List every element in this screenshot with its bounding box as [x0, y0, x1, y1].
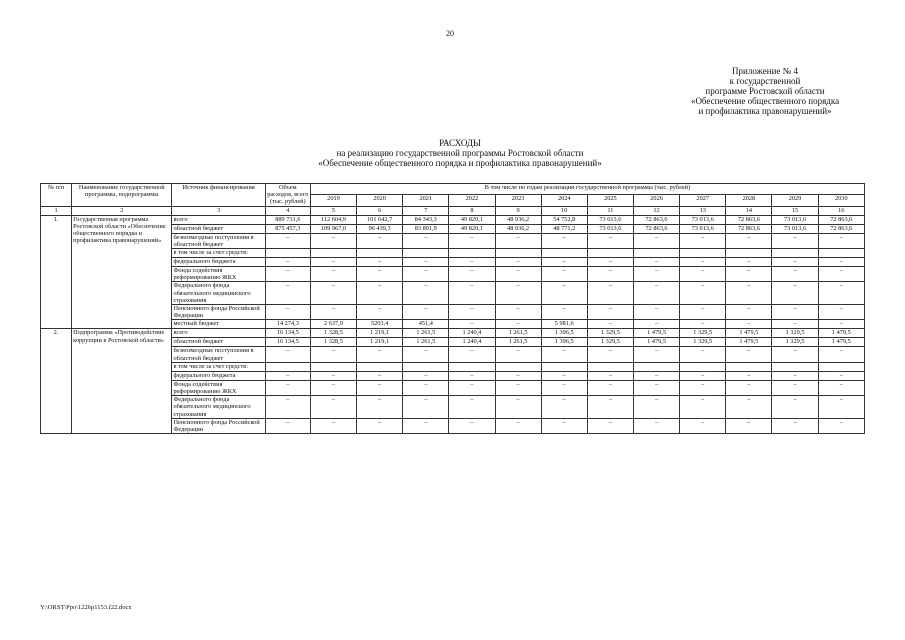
year-value-cell: –: [726, 380, 772, 395]
year-value-cell: –: [680, 320, 726, 329]
year-value-cell: 73 013,6: [587, 224, 633, 233]
year-value-cell: –: [310, 418, 356, 433]
year-value-cell: –: [633, 347, 679, 362]
total-value-cell: 889 731,6: [265, 215, 310, 224]
total-value-cell: –: [265, 258, 310, 267]
total-value-cell: –: [265, 418, 310, 433]
year-value-cell: 1 479,5: [633, 329, 679, 338]
total-value-cell: –: [265, 305, 310, 320]
year-value-cell: 101 642,7: [357, 215, 403, 224]
appendix-line: «Обеспечение общественного порядка: [690, 96, 840, 106]
total-value-cell: 16 134,5: [265, 338, 310, 347]
year-value-cell: –: [541, 347, 587, 362]
year-value-cell: –: [633, 267, 679, 282]
year-value-cell: 84 343,3: [403, 215, 449, 224]
year-value-cell: 72 863,6: [633, 224, 679, 233]
year-value-cell: –: [541, 233, 587, 248]
column-index-cell: 12: [633, 206, 679, 215]
year-value-cell: –: [818, 233, 864, 248]
table-body: [41, 206, 865, 434]
header-year: 2029: [772, 195, 818, 206]
year-value-cell: –: [818, 282, 864, 305]
year-value-cell: –: [310, 233, 356, 248]
column-index-cell: 14: [726, 206, 772, 215]
year-value-cell: –: [357, 282, 403, 305]
expenditure-table: [40, 183, 865, 434]
header-volume: Объем расходов, всего (тыс. рублей): [267, 184, 309, 206]
funding-source: областной бюджет: [172, 338, 265, 347]
header-year: 2026: [633, 195, 679, 206]
total-value-cell: [265, 362, 310, 371]
year-value-cell: –: [449, 267, 495, 282]
header-year: 2022: [449, 195, 495, 206]
year-value-cell: 1 329,5: [587, 338, 633, 347]
year-value-cell: [310, 362, 356, 371]
year-value-cell: –: [587, 267, 633, 282]
year-value-cell: –: [680, 305, 726, 320]
total-value-cell: –: [265, 347, 310, 362]
year-value-cell: –: [587, 396, 633, 419]
year-value-cell: 1 329,5: [772, 329, 818, 338]
year-value-cell: –: [680, 233, 726, 248]
column-index-cell: 9: [495, 206, 541, 215]
year-value-cell: –: [772, 347, 818, 362]
year-value-cell: –: [772, 258, 818, 267]
column-index-cell: 15: [772, 206, 818, 215]
year-value-cell: –: [680, 418, 726, 433]
funding-source: Федерального фонда обязательного медицинского страхования: [172, 282, 265, 305]
year-value-cell: –: [449, 347, 495, 362]
year-value-cell: –: [310, 380, 356, 395]
year-value-cell: –: [587, 380, 633, 395]
year-value-cell: –: [449, 282, 495, 305]
table-row: [41, 329, 865, 338]
funding-source: Фонда содействия реформированию ЖКХ: [172, 380, 265, 395]
year-value-cell: 1 396,5: [541, 338, 587, 347]
year-value-cell: –: [357, 258, 403, 267]
year-value-cell: –: [633, 396, 679, 419]
column-index-cell: 4: [265, 206, 310, 215]
year-value-cell: 1 479,5: [818, 329, 864, 338]
year-value-cell: [726, 362, 772, 371]
year-value-cell: –: [541, 380, 587, 395]
year-value-cell: –: [495, 320, 541, 329]
year-value-cell: –: [495, 347, 541, 362]
year-value-cell: –: [772, 380, 818, 395]
column-index-row: [41, 206, 865, 215]
column-index-cell: 10: [541, 206, 587, 215]
year-value-cell: –: [772, 396, 818, 419]
year-value-cell: [726, 249, 772, 258]
year-value-cell: –: [726, 418, 772, 433]
year-value-cell: 1 240,4: [449, 329, 495, 338]
year-value-cell: –: [449, 233, 495, 248]
year-value-cell: 109 967,0: [310, 224, 356, 233]
year-value-cell: –: [680, 371, 726, 380]
year-value-cell: –: [310, 305, 356, 320]
header-year: 2019: [310, 195, 356, 206]
year-value-cell: –: [726, 347, 772, 362]
year-value-cell: –: [633, 258, 679, 267]
year-value-cell: 72 863,6: [726, 215, 772, 224]
funding-source: в том числе за счет средств:: [172, 249, 265, 258]
year-value-cell: –: [680, 380, 726, 395]
year-value-cell: –: [633, 371, 679, 380]
year-value-cell: –: [680, 258, 726, 267]
year-value-cell: –: [357, 347, 403, 362]
year-value-cell: 49 820,1: [449, 215, 495, 224]
year-value-cell: 49 820,1: [449, 224, 495, 233]
year-value-cell: –: [310, 347, 356, 362]
appendix-line: Приложение № 4: [732, 66, 798, 76]
funding-source: Федерального фонда обязательного медицинского страхования: [172, 396, 265, 419]
document-title: [260, 138, 660, 168]
year-value-cell: 73 013,6: [772, 215, 818, 224]
year-value-cell: –: [541, 258, 587, 267]
year-value-cell: –: [587, 258, 633, 267]
year-value-cell: –: [818, 418, 864, 433]
funding-source: всего: [172, 215, 265, 224]
year-value-cell: [772, 249, 818, 258]
year-value-cell: –: [495, 305, 541, 320]
year-value-cell: [449, 362, 495, 371]
header-year: 2025: [587, 195, 633, 206]
year-value-cell: –: [587, 233, 633, 248]
year-value-cell: 1 261,5: [403, 329, 449, 338]
year-value-cell: 1 479,5: [633, 338, 679, 347]
year-value-cell: –: [403, 305, 449, 320]
year-value-cell: [587, 249, 633, 258]
year-value-cell: –: [633, 320, 679, 329]
appendix-line: к государственной: [729, 76, 801, 86]
year-value-cell: –: [449, 371, 495, 380]
header-year: 2024: [541, 195, 587, 206]
year-value-cell: –: [587, 371, 633, 380]
year-value-cell: [818, 249, 864, 258]
column-index-cell: 13: [680, 206, 726, 215]
year-value-cell: 1 328,5: [310, 338, 356, 347]
year-value-cell: [633, 249, 679, 258]
year-value-cell: –: [726, 305, 772, 320]
year-value-cell: –: [541, 267, 587, 282]
year-value-cell: 73 013,6: [680, 224, 726, 233]
row-number: 1.: [41, 215, 72, 329]
year-value-cell: –: [495, 282, 541, 305]
year-value-cell: [449, 249, 495, 258]
year-value-cell: –: [310, 396, 356, 419]
year-value-cell: –: [495, 380, 541, 395]
header-year: 2023: [495, 195, 541, 206]
year-value-cell: 5203,4: [357, 320, 403, 329]
funding-source: в том числе за счет средств:: [172, 362, 265, 371]
year-value-cell: [357, 362, 403, 371]
year-value-cell: –: [633, 282, 679, 305]
year-value-cell: –: [495, 258, 541, 267]
year-value-cell: 83 891,9: [403, 224, 449, 233]
header-name: Наименование государственной программы, подпрограммы: [72, 184, 172, 207]
funding-source: федерального бюджета: [172, 258, 265, 267]
year-value-cell: 73 013,6: [587, 215, 633, 224]
total-value-cell: [265, 249, 310, 258]
table-row: [41, 215, 865, 224]
year-value-cell: [818, 362, 864, 371]
year-value-cell: –: [403, 282, 449, 305]
year-value-cell: –: [680, 396, 726, 419]
column-index-cell: 3: [172, 206, 265, 215]
column-index-cell: 11: [587, 206, 633, 215]
year-value-cell: 1 396,5: [541, 329, 587, 338]
year-value-cell: 1 261,5: [403, 338, 449, 347]
year-value-cell: 48 936,2: [495, 215, 541, 224]
year-value-cell: 72 863,6: [818, 224, 864, 233]
year-value-cell: –: [403, 258, 449, 267]
total-value-cell: –: [265, 380, 310, 395]
column-index-cell: 6: [357, 206, 403, 215]
header-source: Источник финансирования: [172, 184, 265, 207]
year-value-cell: –: [633, 418, 679, 433]
year-value-cell: –: [726, 258, 772, 267]
funding-source: Пенсионного фонда Российской Федерации: [172, 418, 265, 433]
funding-source: Фонда содействия реформированию ЖКХ: [172, 267, 265, 282]
year-value-cell: 1 329,5: [680, 338, 726, 347]
year-value-cell: –: [403, 233, 449, 248]
year-value-cell: –: [772, 371, 818, 380]
year-value-cell: –: [818, 258, 864, 267]
year-value-cell: [541, 362, 587, 371]
year-value-cell: 48 936,2: [495, 224, 541, 233]
funding-source: областной бюджет: [172, 224, 265, 233]
total-value-cell: –: [265, 396, 310, 419]
year-value-cell: –: [357, 380, 403, 395]
year-value-cell: 48 771,2: [541, 224, 587, 233]
year-value-cell: –: [726, 320, 772, 329]
column-index-cell: 7: [403, 206, 449, 215]
year-value-cell: 72 863,6: [726, 224, 772, 233]
year-value-cell: –: [357, 396, 403, 419]
year-value-cell: –: [726, 282, 772, 305]
title-line: «Обеспечение общественного порядка и профилактика правонарушений»: [318, 158, 602, 168]
year-value-cell: –: [633, 380, 679, 395]
column-index-cell: 8: [449, 206, 495, 215]
year-value-cell: –: [495, 371, 541, 380]
year-value-cell: 112 604,9: [310, 215, 356, 224]
year-value-cell: –: [726, 396, 772, 419]
year-value-cell: 1 219,1: [357, 338, 403, 347]
year-value-cell: [633, 362, 679, 371]
year-value-cell: –: [633, 305, 679, 320]
year-value-cell: –: [449, 305, 495, 320]
header-num: № п/п: [41, 184, 72, 207]
year-value-cell: –: [587, 282, 633, 305]
year-value-cell: 96 439,3: [357, 224, 403, 233]
total-value-cell: –: [265, 371, 310, 380]
year-value-cell: 451,4: [403, 320, 449, 329]
year-value-cell: [772, 362, 818, 371]
header-year: 2028: [726, 195, 772, 206]
page-number: 20: [446, 29, 454, 38]
year-value-cell: –: [449, 258, 495, 267]
year-value-cell: –: [541, 396, 587, 419]
year-value-cell: –: [772, 233, 818, 248]
year-value-cell: –: [357, 233, 403, 248]
year-value-cell: –: [449, 380, 495, 395]
year-value-cell: –: [587, 347, 633, 362]
year-value-cell: –: [633, 233, 679, 248]
year-value-cell: 1 240,4: [449, 338, 495, 347]
year-value-cell: –: [772, 418, 818, 433]
year-value-cell: –: [818, 267, 864, 282]
funding-source: безвозмездные поступления в областной бюджет: [172, 347, 265, 362]
file-path-footer: Y:\ORST\Ppo\1226p1153.f22.docx: [40, 604, 132, 611]
year-value-cell: –: [310, 258, 356, 267]
year-value-cell: –: [726, 371, 772, 380]
year-value-cell: –: [818, 371, 864, 380]
year-value-cell: –: [587, 305, 633, 320]
year-value-cell: –: [357, 305, 403, 320]
appendix-line: и профилактика правонарушений»: [698, 106, 832, 116]
year-value-cell: 73 013,6: [680, 215, 726, 224]
year-value-cell: –: [495, 396, 541, 419]
year-value-cell: –: [357, 267, 403, 282]
year-value-cell: –: [587, 418, 633, 433]
year-value-cell: 2 637,9: [310, 320, 356, 329]
year-value-cell: –: [495, 418, 541, 433]
year-value-cell: [541, 249, 587, 258]
year-value-cell: [357, 249, 403, 258]
year-value-cell: –: [310, 282, 356, 305]
year-value-cell: [403, 362, 449, 371]
row-number: 2.: [41, 329, 72, 434]
header-years-group: В том числе по годам реализации государственной программы (тыс. рублей): [310, 184, 864, 195]
year-value-cell: –: [403, 371, 449, 380]
year-value-cell: –: [772, 305, 818, 320]
total-value-cell: –: [265, 233, 310, 248]
year-value-cell: –: [818, 396, 864, 419]
year-value-cell: –: [726, 267, 772, 282]
year-value-cell: –: [680, 282, 726, 305]
year-value-cell: [680, 362, 726, 371]
year-value-cell: 54 752,8: [541, 215, 587, 224]
year-value-cell: 1 329,5: [587, 329, 633, 338]
year-value-cell: 1 261,5: [495, 329, 541, 338]
year-value-cell: –: [726, 233, 772, 248]
year-value-cell: –: [818, 305, 864, 320]
header-year: 2027: [680, 195, 726, 206]
year-value-cell: 1 479,5: [818, 338, 864, 347]
year-value-cell: [310, 249, 356, 258]
total-value-cell: –: [265, 282, 310, 305]
year-value-cell: 1 328,5: [310, 329, 356, 338]
year-value-cell: –: [541, 371, 587, 380]
funding-source: всего: [172, 329, 265, 338]
year-value-cell: –: [818, 320, 864, 329]
funding-source: федерального бюджета: [172, 371, 265, 380]
appendix-note: [655, 66, 875, 116]
year-value-cell: 1 479,5: [726, 329, 772, 338]
year-value-cell: –: [541, 282, 587, 305]
program-name: Подпрограмма «Противодействие коррупции в Ростовской области»: [72, 329, 172, 434]
year-value-cell: –: [403, 347, 449, 362]
year-value-cell: –: [495, 233, 541, 248]
year-value-cell: –: [818, 347, 864, 362]
year-value-cell: [680, 249, 726, 258]
year-value-cell: [495, 362, 541, 371]
year-value-cell: –: [403, 380, 449, 395]
funding-source: безвозмездные поступления в областной бюджет: [172, 233, 265, 248]
year-value-cell: [495, 249, 541, 258]
year-value-cell: 1 479,5: [726, 338, 772, 347]
year-value-cell: –: [772, 267, 818, 282]
year-value-cell: 1 219,1: [357, 329, 403, 338]
year-value-cell: –: [772, 282, 818, 305]
year-value-cell: 1 329,5: [772, 338, 818, 347]
column-index-cell: 1: [41, 206, 72, 215]
year-value-cell: 72 863,6: [633, 215, 679, 224]
total-value-cell: –: [265, 267, 310, 282]
year-value-cell: [587, 362, 633, 371]
year-value-cell: 1 329,5: [680, 329, 726, 338]
header-year: 2021: [403, 195, 449, 206]
total-value-cell: 16 134,5: [265, 329, 310, 338]
funding-source: местный бюджет: [172, 320, 265, 329]
year-value-cell: –: [449, 320, 495, 329]
header-year: 2020: [357, 195, 403, 206]
year-value-cell: –: [403, 418, 449, 433]
year-value-cell: –: [310, 267, 356, 282]
year-value-cell: [403, 249, 449, 258]
year-value-cell: –: [403, 267, 449, 282]
column-index-cell: 5: [310, 206, 356, 215]
year-value-cell: 72 863,6: [818, 215, 864, 224]
year-value-cell: –: [495, 267, 541, 282]
year-value-cell: –: [818, 380, 864, 395]
year-value-cell: –: [310, 371, 356, 380]
year-value-cell: –: [449, 418, 495, 433]
year-value-cell: 5 981,6: [541, 320, 587, 329]
year-value-cell: –: [449, 396, 495, 419]
year-value-cell: –: [403, 396, 449, 419]
total-value-cell: 875 457,3: [265, 224, 310, 233]
title-line: РАСХОДЫ: [439, 138, 481, 148]
title-line: на реализацию государственной программы Ростовской области: [336, 148, 584, 158]
year-value-cell: –: [680, 267, 726, 282]
column-index-cell: 2: [72, 206, 172, 215]
year-value-cell: –: [680, 347, 726, 362]
year-value-cell: –: [357, 418, 403, 433]
year-value-cell: –: [357, 371, 403, 380]
program-name: Государственная программа Ростовской области «Обеспечение общественного порядка и профилактика правонарушений»: [72, 215, 172, 329]
year-value-cell: 1 261,5: [495, 338, 541, 347]
year-value-cell: 73 013,6: [772, 224, 818, 233]
year-value-cell: –: [772, 320, 818, 329]
header-year: 2030: [818, 195, 864, 206]
year-value-cell: –: [541, 305, 587, 320]
total-value-cell: 14 274,3: [265, 320, 310, 329]
column-index-cell: 16: [818, 206, 864, 215]
funding-source: Пенсионного фонда Российской Федерации: [172, 305, 265, 320]
appendix-line: программе Ростовской области: [705, 86, 825, 96]
year-value-cell: –: [587, 320, 633, 329]
year-value-cell: –: [541, 418, 587, 433]
